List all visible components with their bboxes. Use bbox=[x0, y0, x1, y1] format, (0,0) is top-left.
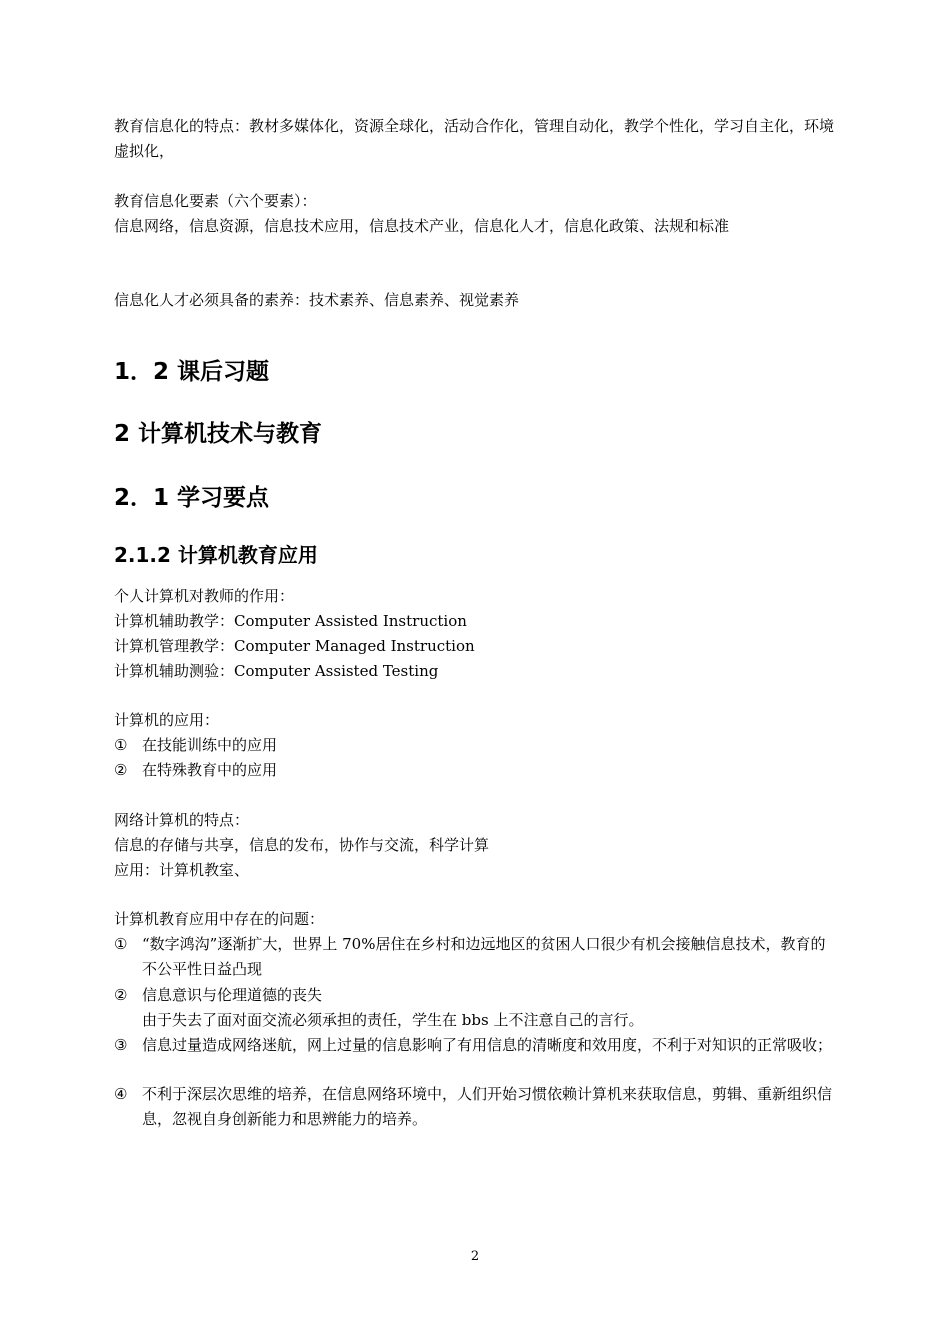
application-item bbox=[114, 733, 838, 758]
pc-role-line: 计算机辅助教学：Computer Assisted Instruction bbox=[114, 612, 467, 630]
paragraph-elements-list: 信息网络，信息资源，信息技术应用，信息技术产业，信息化人才，信息化政策、法规和标准 bbox=[114, 217, 730, 235]
paragraph-elements-title: 教育信息化要素（六个要素）： bbox=[114, 192, 317, 210]
problem-item bbox=[114, 1033, 838, 1058]
page-number: 2 bbox=[470, 1249, 480, 1264]
problems-title: 计算机教育应用中存在的问题： bbox=[114, 910, 325, 928]
heading-2-1-2: 2.1.2 计算机教育应用 bbox=[114, 543, 318, 567]
network-usage: 应用：计算机教室、 bbox=[114, 861, 250, 879]
paragraph-talent: 信息化人才必须具备的素养：技术素养、信息素养、视觉素养 bbox=[114, 291, 520, 309]
list-item-text: 信息意识与伦理道德的丧失 bbox=[142, 986, 323, 1004]
list-marker: ② bbox=[114, 761, 128, 779]
list-marker: ① bbox=[114, 935, 128, 953]
heading-2-1: 2．1 学习要点 bbox=[114, 485, 270, 511]
problem-item bbox=[114, 1082, 838, 1132]
application-item bbox=[114, 758, 838, 783]
list-item-text: 信息过量造成网络迷航，网上过量的信息影响了有用信息的清晰度和效用度，不利于对知识的正常吸收； bbox=[142, 1036, 833, 1054]
list-marker: ③ bbox=[114, 1036, 128, 1054]
paragraph-features: 教育信息化的特点：教材多媒体化，资源全球化，活动合作化，管理自动化，教学个性化，学习自主化，环境虚拟化， bbox=[114, 117, 835, 160]
heading-2: 2 计算机技术与教育 bbox=[114, 421, 323, 447]
list-marker: ② bbox=[114, 986, 128, 1004]
list-marker: ④ bbox=[114, 1085, 128, 1103]
heading-1-2: 1．2 课后习题 bbox=[114, 359, 270, 385]
pc-roles-title: 个人计算机对教师的作用： bbox=[114, 587, 295, 605]
list-marker: ① bbox=[114, 736, 128, 754]
network-features: 信息的存储与共享，信息的发布，协作与交流，科学计算 bbox=[114, 836, 490, 854]
applications-title: 计算机的应用： bbox=[114, 711, 220, 729]
list-item-subtext: 由于失去了面对面交流必须承担的责任，学生在 bbs 上不注意自己的言行。 bbox=[142, 1011, 644, 1029]
pc-role-line: 计算机管理教学：Computer Managed Instruction bbox=[114, 637, 475, 655]
list-item-text: “数字鸿沟”逐渐扩大，世界上 70%居住在乡村和边远地区的贫困人口很少有机会接触信息技术，教育的不公平性日益凸现 bbox=[142, 935, 826, 978]
problem-item bbox=[114, 932, 838, 982]
list-item-text: 在技能训练中的应用 bbox=[142, 736, 278, 754]
problem-item bbox=[114, 983, 838, 1033]
pc-role-line: 计算机辅助测验：Computer Assisted Testing bbox=[114, 662, 439, 680]
network-title: 网络计算机的特点： bbox=[114, 811, 250, 829]
list-item-text: 不利于深层次思维的培养，在信息网络环境中，人们开始习惯依赖计算机来获取信息，剪辑、重新组织信息，忽视自身创新能力和思辨能力的培养。 bbox=[142, 1085, 833, 1128]
list-item-text: 在特殊教育中的应用 bbox=[142, 761, 278, 779]
